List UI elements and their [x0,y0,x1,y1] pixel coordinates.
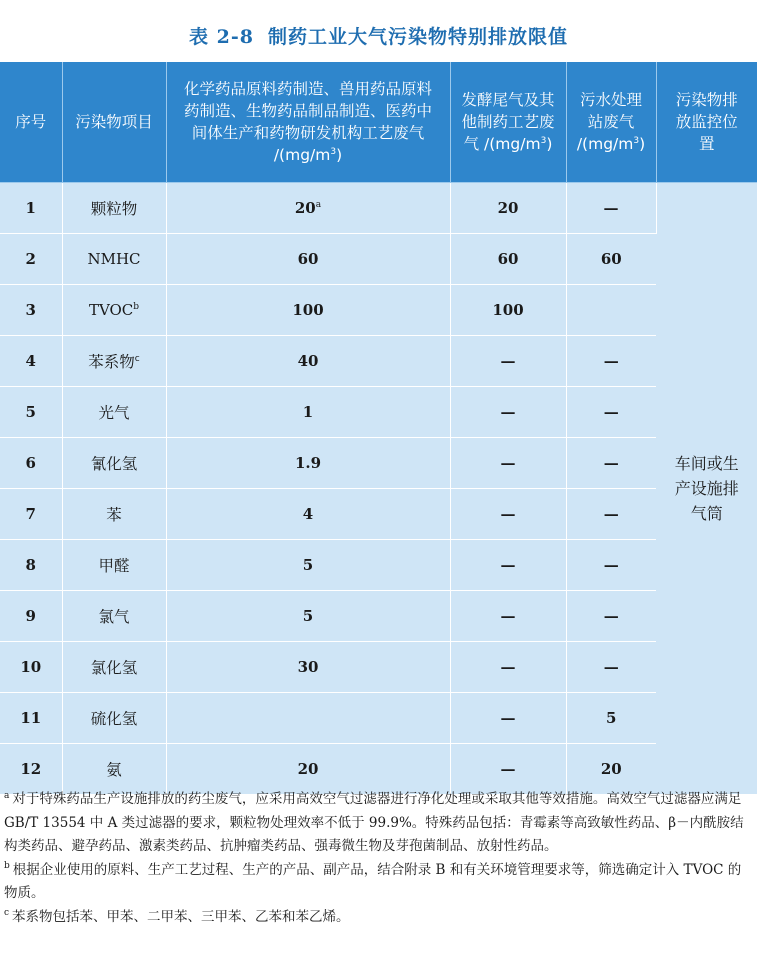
pollutant-name: 硫化氢 [62,693,166,744]
pollutant-name: 氨 [62,744,166,795]
limit-col3: — [566,591,656,642]
row-number: 2 [0,234,62,285]
footnote-mark: b [133,302,140,312]
limit-col1: 20$^a$ [166,183,450,234]
pollutant-name: NMHC [62,234,166,285]
header-col3: 污水处理站废气 $/(mg/m^3)$ [566,62,656,183]
row-number: 1 [0,183,62,234]
limit-col1: 40 [166,336,450,387]
header-col2: 发酵尾气及其他制药工艺废气 $/(mg/m^3)$ [450,62,566,183]
limit-col3: — [566,438,656,489]
limit-col3 [566,285,656,336]
table-row [0,642,757,693]
pollutant-name: 氰化氢 [62,438,166,489]
table-body [0,183,757,795]
limit-col2: 20 [450,183,566,234]
header-item: 污染物项目 [62,62,166,183]
limit-col2: — [450,591,566,642]
limit-col1: 20 [166,744,450,795]
table-row [0,234,757,285]
limit-col2: — [450,336,566,387]
limit-col3: — [566,489,656,540]
pollutant-name: 颗粒物 [62,183,166,234]
table-row [0,693,757,744]
table-row [0,336,757,387]
emission-limits-table [0,62,757,795]
row-number: 10 [0,642,62,693]
table-number: 表 2-8 [189,26,254,48]
row-number: 5 [0,387,62,438]
header-row [0,62,757,183]
row-number: 9 [0,591,62,642]
pollutant-name: 光气 [62,387,166,438]
limit-col3: 20 [566,744,656,795]
limit-col3: — [566,540,656,591]
footnote-b: $^b$ 根据企业使用的原料、生产工艺过程、生产的产品、副产品，结合附录 B 和有关环境管理要求等，筛选确定计入 TVOC 的物质。 [4,861,742,901]
limit-col2: — [450,540,566,591]
header-seq: 序号 [0,62,62,183]
pollutant-name: 甲醛 [62,540,166,591]
limit-col2: — [450,489,566,540]
limit-col2: — [450,438,566,489]
table-title [0,22,757,49]
limit-col1: 1 [166,387,450,438]
footnote-mark: c [134,353,140,364]
limit-col3: — [566,336,656,387]
limit-col2: — [450,387,566,438]
footnote-c: $^c$ 苯系物包括苯、甲苯、二甲苯、三甲苯、乙苯和苯乙烯。 [4,908,350,925]
table-row [0,438,757,489]
pollutant-name: TVOC$^b$ [62,285,166,336]
pollutant-name: 氯化氢 [62,642,166,693]
footnote-mark: b [4,861,10,871]
row-number: 8 [0,540,62,591]
footnotes [4,788,754,929]
table-row [0,744,757,795]
limit-col1: 30 [166,642,450,693]
row-number: 4 [0,336,62,387]
footnote-mark: a [315,200,322,210]
limit-col2: — [450,744,566,795]
table-title-text: 制药工业大气污染物特别排放限值 [267,26,568,48]
limit-col1 [166,693,450,744]
header-col4: 污染物排放监控位置 [656,62,757,183]
table-row [0,591,757,642]
pollutant-name: 苯系物$^c$ [62,336,166,387]
footnote-mark: a [4,790,10,801]
table-row [0,285,757,336]
table-row [0,540,757,591]
row-number: 12 [0,744,62,795]
limit-col2: 100 [450,285,566,336]
limit-col1: 5 [166,540,450,591]
row-number: 3 [0,285,62,336]
pollutant-name: 氯气 [62,591,166,642]
limit-col1: 100 [166,285,450,336]
footnote-mark: c [4,908,10,918]
limit-col1: 4 [166,489,450,540]
table-row [0,489,757,540]
pollutant-name: 苯 [62,489,166,540]
limit-col2: — [450,642,566,693]
limit-col3: — [566,183,656,234]
limit-col1: 5 [166,591,450,642]
limit-col1: 1.9 [166,438,450,489]
footnote-a: $^a$ 对于特殊药品生产设施排放的药尘废气，应采用高效空气过滤器进行净化处理或采取其他等效措施。高效空气过滤器应满足 GB/T 13554 中 A 类过滤器的要求，颗粒物处理效率不低于 99.9%。特殊药品包括：青霉素等高致敏性药品、β－内酰胺结构类药品、避孕药品、激素类药品、抗肿瘤类药品、强毒微生物及芽孢菌制品、放射性药品。 [4,790,744,854]
table-row [0,387,757,438]
row-number: 11 [0,693,62,744]
limit-col3: 60 [566,234,656,285]
row-number: 6 [0,438,62,489]
limit-col1: 60 [166,234,450,285]
table-row [0,183,757,234]
limit-col2: 60 [450,234,566,285]
limit-col3: 5 [566,693,656,744]
limit-col2: — [450,693,566,744]
row-number: 7 [0,489,62,540]
header-col1: 化学药品原料药制造、兽用药品原料药制造、生物药品制品制造、医药中间体生产和药物研发机构工艺废气 $/(mg/m^3)$ [166,62,450,183]
limit-col3: — [566,642,656,693]
monitoring-location: 车间或生产设施排气筒 [656,183,757,795]
limit-col3: — [566,387,656,438]
